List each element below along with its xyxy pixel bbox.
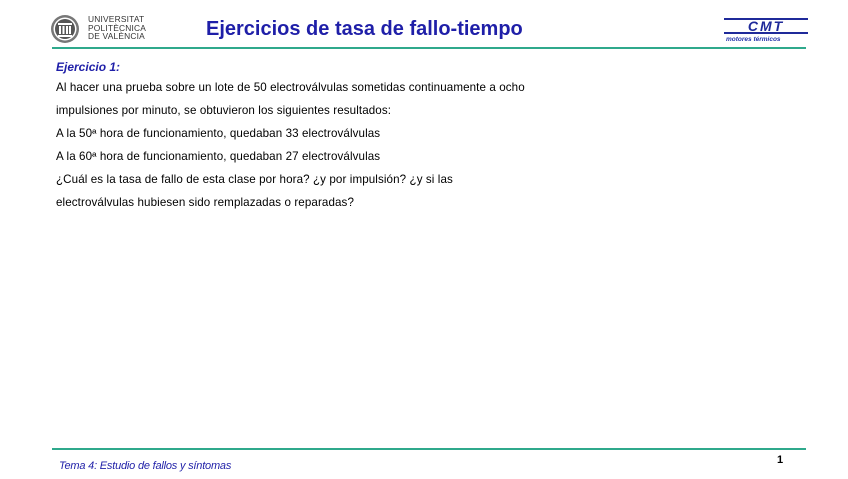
slide-header	[0, 0, 848, 52]
cmt-subtitle: motores térmicos	[726, 36, 781, 43]
footer-divider	[52, 448, 806, 450]
exercise-line-3: A la 50ª hora de funcionamiento, quedaban 33 electroválvulas	[56, 126, 381, 140]
header-divider	[52, 47, 806, 49]
upv-name	[88, 15, 146, 41]
exercise-line-6: electroválvulas hubiesen sido remplazadas o reparadas?	[56, 195, 354, 209]
page-number: 1	[777, 454, 784, 466]
exercise-title: Ejercicio 1:	[56, 60, 121, 74]
cmt-logo-text: CMT	[747, 18, 785, 34]
cmt-logo	[724, 18, 808, 46]
footer-topic: Tema 4: Estudio de fallos y síntomas	[59, 460, 232, 472]
upv-name-line-1: UNIVERSITAT	[88, 14, 145, 24]
upv-logo	[50, 14, 180, 44]
upv-name-line-3: DE VALÈNCIA	[88, 31, 145, 42]
upv-name-line-2: POLITÈCNICA	[88, 22, 147, 33]
exercise-line-2: impulsiones por minuto, se obtuvieron los siguientes resultados:	[56, 103, 392, 117]
cmt-logo-mark	[724, 18, 808, 34]
exercise-line-4: A la 60ª hora de funcionamiento, quedaban 27 electroválvulas	[56, 149, 381, 163]
exercise-content	[56, 58, 696, 214]
exercise-line-1: Al hacer una prueba sobre un lote de 50 electroválvulas sometidas continuamente a ocho	[56, 81, 525, 94]
exercise-line-5: ¿Cuál es la tasa de fallo de esta clase por hora? ¿y por impulsión? ¿y si las	[56, 172, 453, 186]
upv-seal-icon	[50, 14, 80, 44]
page-title: Ejercicios de tasa de fallo-tiempo	[206, 18, 523, 40]
